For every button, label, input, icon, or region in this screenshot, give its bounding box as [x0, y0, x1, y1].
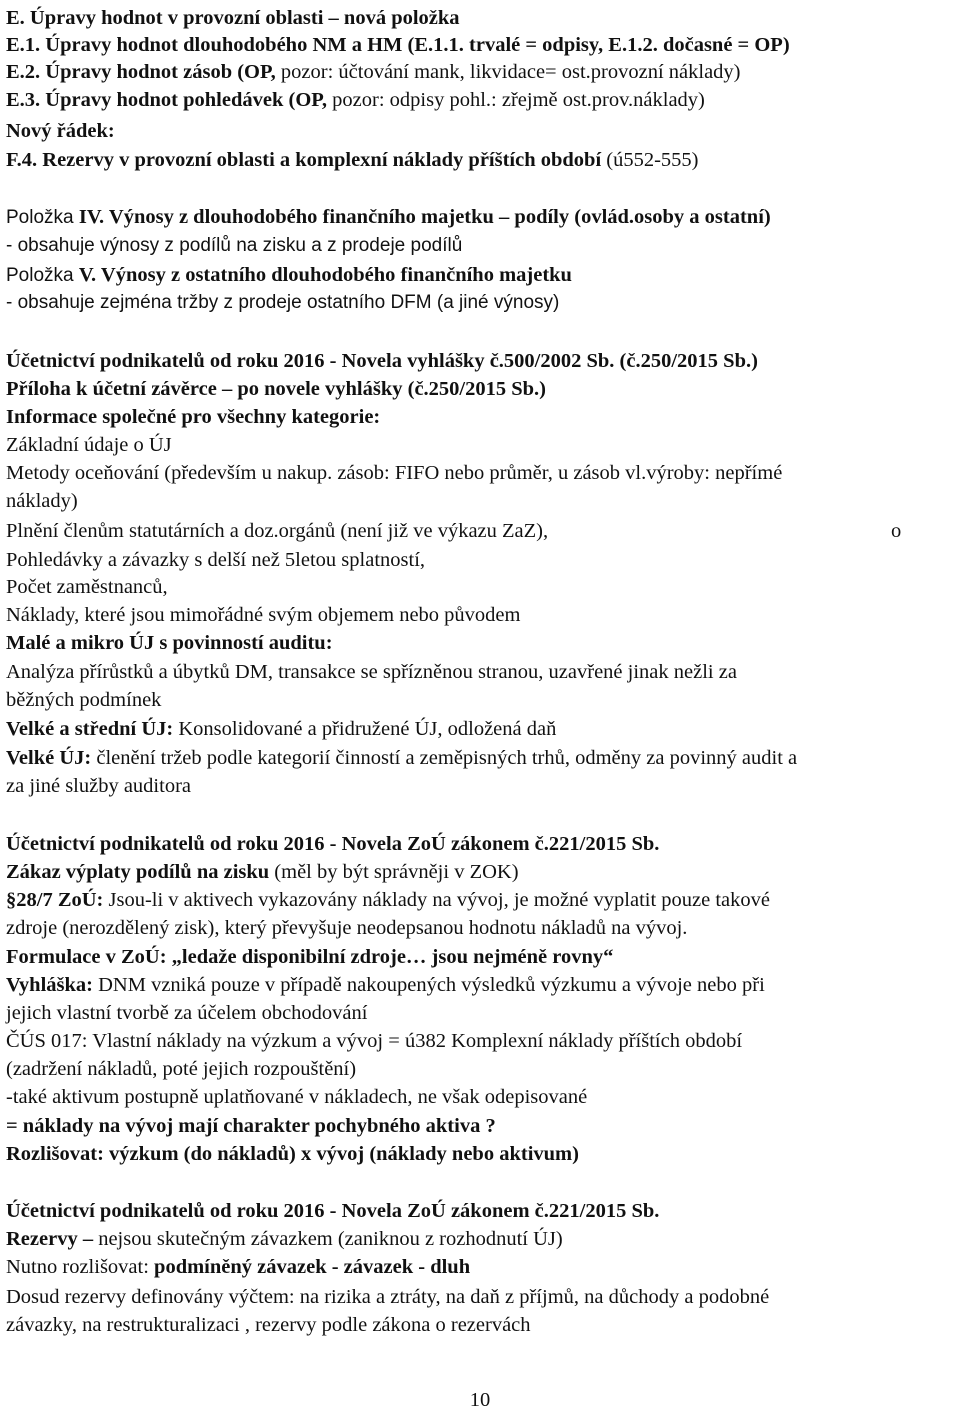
formulace-line: Formulace v ZoÚ: „ledaže disponibilní zdroje… jsou nejméně rovny“	[6, 946, 614, 968]
section-e3-rest: pozor: odpisy pohl.: zřejmě ost.prov.náklady)	[327, 89, 705, 111]
velke-label: Velké ÚJ:	[6, 747, 92, 769]
naklady-line: Náklady, které jsou mimořádné svým objemem nebo původem	[6, 604, 521, 626]
naklady-vyvoj-line: = náklady na vývoj mají charakter pochybného aktiva ?	[6, 1115, 496, 1137]
section-e2-bold: E.2. Úpravy hodnot zásob (OP,	[6, 61, 276, 83]
rozlisovat-line: Rozlišovat: výzkum (do nákladů) x vývoj (náklady nebo aktivum)	[6, 1143, 579, 1165]
polozka-iv-title: IV. Výnosy z dlouhodobého finančního majetku – podíly (ovlád.osoby a ostatní)	[78, 206, 771, 228]
plneni-line: Plnění členům statutárních a doz.orgánů (není již ve výkazu ZaZ),	[6, 520, 549, 542]
velke-stredni-line	[6, 716, 556, 742]
velke-text: členění tržeb podle kategorií činností a zeměpisných trhů, odměny za povinný audit a	[91, 747, 798, 769]
section-e2-rest: pozor: účtování mank, likvidace= ost.provozní náklady)	[275, 61, 741, 83]
dosud-line-2: závazky, na restrukturalizaci , rezervy podle zákona o rezervách	[6, 1314, 531, 1336]
rezervy-text: nejsou skutečným závazkem (zaniknou z rozhodnutí ÚJ)	[93, 1228, 563, 1250]
pocet-line: Počet zaměstnanců,	[6, 576, 168, 598]
metody-line-1: Metody oceňování (především u nakup. zásob: FIFO nebo průměr, u zásob vl.výroby: nepřímé	[6, 462, 783, 484]
vyhlaska-text: DNM vzniká pouze v případě nakoupených výsledků výzkumu a vývoje nebo při	[92, 974, 765, 996]
cus-line-1: ČÚS 017: Vlastní náklady na výzkum a vývoj = ú382 Komplexní náklady příštích období	[6, 1030, 743, 1052]
section-e3-bold: E.3. Úpravy hodnot pohledávek (OP,	[6, 89, 328, 111]
rezervy-line	[6, 1226, 563, 1252]
nutno-text: podmíněný závazek - závazek - dluh	[154, 1256, 471, 1278]
new-row-label: Nový řádek:	[6, 120, 115, 142]
nutno-label: Nutno rozlišovat:	[6, 1256, 155, 1278]
polozka-v-title: V. Výnosy z ostatního dlouhodobého finančního majetku	[78, 264, 572, 286]
section-f4-rest: (ú552-555)	[601, 149, 699, 171]
section-f4-line	[6, 147, 699, 173]
velke-stredni-text: Konsolidované a přidružené ÚJ, odložená daň	[173, 718, 557, 740]
dosud-line-1: Dosud rezervy definovány výčtem: na rizika a ztráty, na daň z příjmů, na důchody a podobné	[6, 1286, 770, 1308]
novela-zou-heading-2: Účetnictví podnikatelů od roku 2016 - Novela ZoÚ zákonem č.221/2015 Sb.	[6, 1200, 660, 1222]
pohledavky-line: Pohledávky a závazky s delší než 5letou splatností,	[6, 549, 426, 571]
section-f4-bold: F.4. Rezervy v provozní oblasti a komplexní náklady příštích období	[6, 149, 602, 171]
novela-zou-heading-1: Účetnictví podnikatelů od roku 2016 - Novela ZoÚ zákonem č.221/2015 Sb.	[6, 833, 660, 855]
section-e3-line	[6, 87, 705, 113]
novela-vyhlasky-heading: Účetnictví podnikatelů od roku 2016 - Novela vyhlášky č.500/2002 Sb. (č.250/2015 Sb.)	[6, 350, 758, 372]
informace-heading: Informace společné pro všechny kategorie:	[6, 406, 381, 428]
plneni-bullet-o: o	[891, 520, 902, 542]
paragraf-line	[6, 887, 770, 913]
polozka-v-label: Položka	[6, 265, 79, 286]
metody-line-2: náklady)	[6, 490, 78, 512]
page-number: 10	[469, 1389, 491, 1411]
zakaz-text: (měl by být správněji v ZOK)	[269, 861, 519, 883]
polozka-v-line	[6, 262, 572, 289]
velke-line-2: za jiné služby auditora	[6, 775, 192, 797]
vyhlaska-line	[6, 972, 765, 998]
cus-line-3: -také aktivum postupně uplatňované v nákladech, ne však odepisované	[6, 1086, 588, 1108]
polozka-iv-desc: - obsahuje výnosy z podílů na zisku a z prodeje podílů	[6, 235, 463, 256]
zakladni-udaje: Základní údaje o ÚJ	[6, 434, 172, 456]
polozka-iv-line	[6, 204, 771, 231]
section-e-title: E. Úpravy hodnot v provozní oblasti – nová položka	[6, 7, 460, 29]
paragraf-line-2: zdroje (nerozdělený zisk), který převyšuje neodepsanou hodnotu nákladů na vývoj.	[6, 917, 688, 939]
paragraf-text: Jsou-li v aktivech vykazovány náklady na vývoj, je možné vyplatit pouze takové	[103, 889, 771, 911]
polozka-v-desc: - obsahuje zejména tržby z prodeje ostatního DFM (a jiné výnosy)	[6, 292, 560, 313]
vyhlaska-line-2: jejich vlastní tvorbě za účelem obchodování	[6, 1002, 368, 1024]
section-e1-line: E.1. Úpravy hodnot dlouhodobého NM a HM (E.1.1. trvalé = odpisy, E.1.2. dočasné = OP)	[6, 34, 790, 56]
analyza-line-1: Analýza přírůstků a úbytků DM, transakce se spřízněnou stranou, uzavřené jinak nežli za	[6, 661, 737, 683]
zakaz-line	[6, 859, 519, 885]
rezervy-label: Rezervy –	[6, 1228, 94, 1250]
paragraf-label: §28/7 ZoÚ:	[6, 889, 104, 911]
analyza-line-2: běžných podmínek	[6, 689, 162, 711]
vyhlaska-label: Vyhláška:	[6, 974, 93, 996]
polozka-iv-label: Položka	[6, 207, 79, 228]
nutno-line	[6, 1254, 470, 1280]
velke-stredni-label: Velké a střední ÚJ:	[6, 718, 174, 740]
cus-line-2: (zadržení nákladů, poté jejich rozpouštění)	[6, 1058, 357, 1080]
velke-line	[6, 745, 797, 771]
section-e2-line	[6, 59, 741, 85]
zakaz-label: Zákaz výplaty podílů na zisku	[6, 861, 270, 883]
priloha-heading: Příloha k účetní závěrce – po novele vyhlášky (č.250/2015 Sb.)	[6, 378, 547, 400]
male-mikro-heading: Malé a mikro ÚJ s povinností auditu:	[6, 632, 333, 654]
